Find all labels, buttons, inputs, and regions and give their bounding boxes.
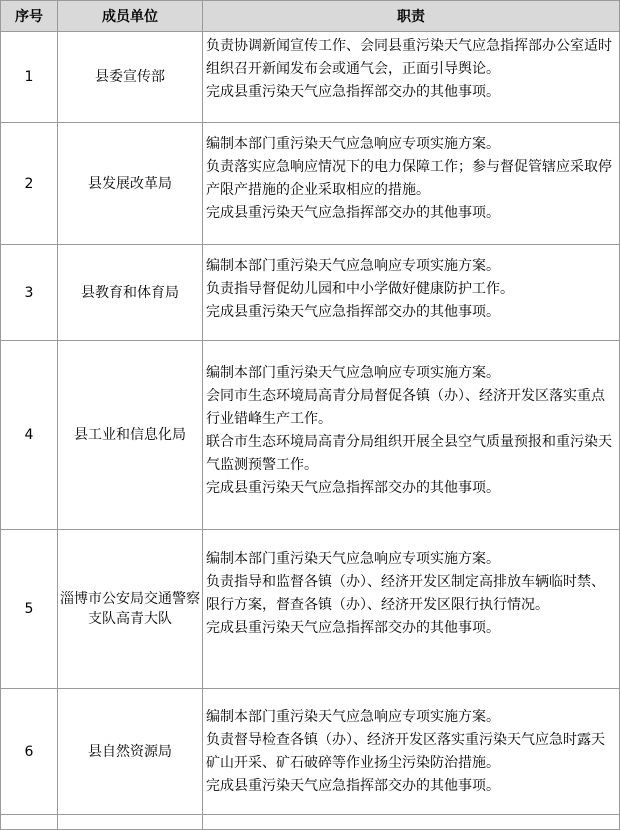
duties-cell <box>203 689 620 815</box>
duty-line: 会同市生态环境局高青分局督促各镇（办）、经济开发区落实重点行业错峰生产工作。 <box>206 388 605 427</box>
table-row-partial <box>1 815 620 830</box>
duty-line: 完成县重污染天气应急指挥部交办的其他事项。 <box>206 84 500 100</box>
duty-line: 编制本部门重污染天气应急响应专项实施方案。 <box>206 709 500 725</box>
table-row <box>1 32 620 123</box>
member-unit: 县委宣传部 <box>58 32 203 123</box>
member-unit-empty <box>58 815 203 830</box>
member-unit: 县教育和体育局 <box>58 245 203 341</box>
member-unit: 县发展改革局 <box>58 123 203 245</box>
duty-line: 编制本部门重污染天气应急响应专项实施方案。 <box>206 136 500 152</box>
row-number-empty <box>1 815 58 830</box>
duty-line: 负责落实应急响应情况下的电力保障工作；参与督促管辖应采取停产限产措施的企业采取相应的措施。 <box>206 159 612 198</box>
duty-line: 完成县重污染天气应急指挥部交办的其他事项。 <box>206 620 500 636</box>
header-number: 序号 <box>1 1 58 32</box>
duties-cell <box>203 341 620 530</box>
table-row <box>1 245 620 341</box>
table-row <box>1 341 620 530</box>
row-number: 2 <box>1 123 58 245</box>
header-duties: 职责 <box>203 1 620 32</box>
row-number: 6 <box>1 689 58 815</box>
duty-line: 联合市生态环境局高青分局组织开展全县空气质量预报和重污染天气监测预警工作。 <box>206 434 612 473</box>
duty-line: 编制本部门重污染天气应急响应专项实施方案。 <box>206 551 500 567</box>
table-row <box>1 689 620 815</box>
duty-line: 编制本部门重污染天气应急响应专项实施方案。 <box>206 258 500 274</box>
row-number: 5 <box>1 530 58 689</box>
member-unit: 县自然资源局 <box>58 689 203 815</box>
duty-line: 完成县重污染天气应急指挥部交办的其他事项。 <box>206 304 500 320</box>
member-unit: 县工业和信息化局 <box>58 341 203 530</box>
row-number: 3 <box>1 245 58 341</box>
header-member-unit: 成员单位 <box>58 1 203 32</box>
duty-line: 完成县重污染天气应急指挥部交办的其他事项。 <box>206 480 500 496</box>
row-number: 1 <box>1 32 58 123</box>
header-row <box>1 1 620 32</box>
duties-cell <box>203 32 620 123</box>
duty-line: 负责督导检查各镇（办）、经济开发区落实重污染天气应急时露天矿山开采、矿石破碎等作业扬尘污染防治措施。 <box>206 732 605 771</box>
duty-line: 完成县重污染天气应急指挥部交办的其他事项。 <box>206 205 500 221</box>
duties-cell-empty <box>203 815 620 830</box>
table-row <box>1 530 620 689</box>
duty-line: 负责指导和监督各镇（办）、经济开发区制定高排放车辆临时禁、限行方案，督查各镇（办）、经济开发区限行执行情况。 <box>206 574 605 613</box>
duties-cell <box>203 530 620 689</box>
duty-line: 完成县重污染天气应急指挥部交办的其他事项。 <box>206 778 500 794</box>
duty-line: 编制本部门重污染天气应急响应专项实施方案。 <box>206 365 500 381</box>
table-row <box>1 123 620 245</box>
duties-cell <box>203 245 620 341</box>
member-unit: 淄博市公安局交通警察支队高青大队 <box>58 530 203 689</box>
duty-line: 负责协调新闻宣传工作、会同县重污染天气应急指挥部办公室适时组织召开新闻发布会或通气会，正面引导舆论。 <box>206 38 612 77</box>
duties-cell <box>203 123 620 245</box>
duty-line: 负责指导督促幼儿园和中小学做好健康防护工作。 <box>206 281 514 297</box>
row-number: 4 <box>1 341 58 530</box>
